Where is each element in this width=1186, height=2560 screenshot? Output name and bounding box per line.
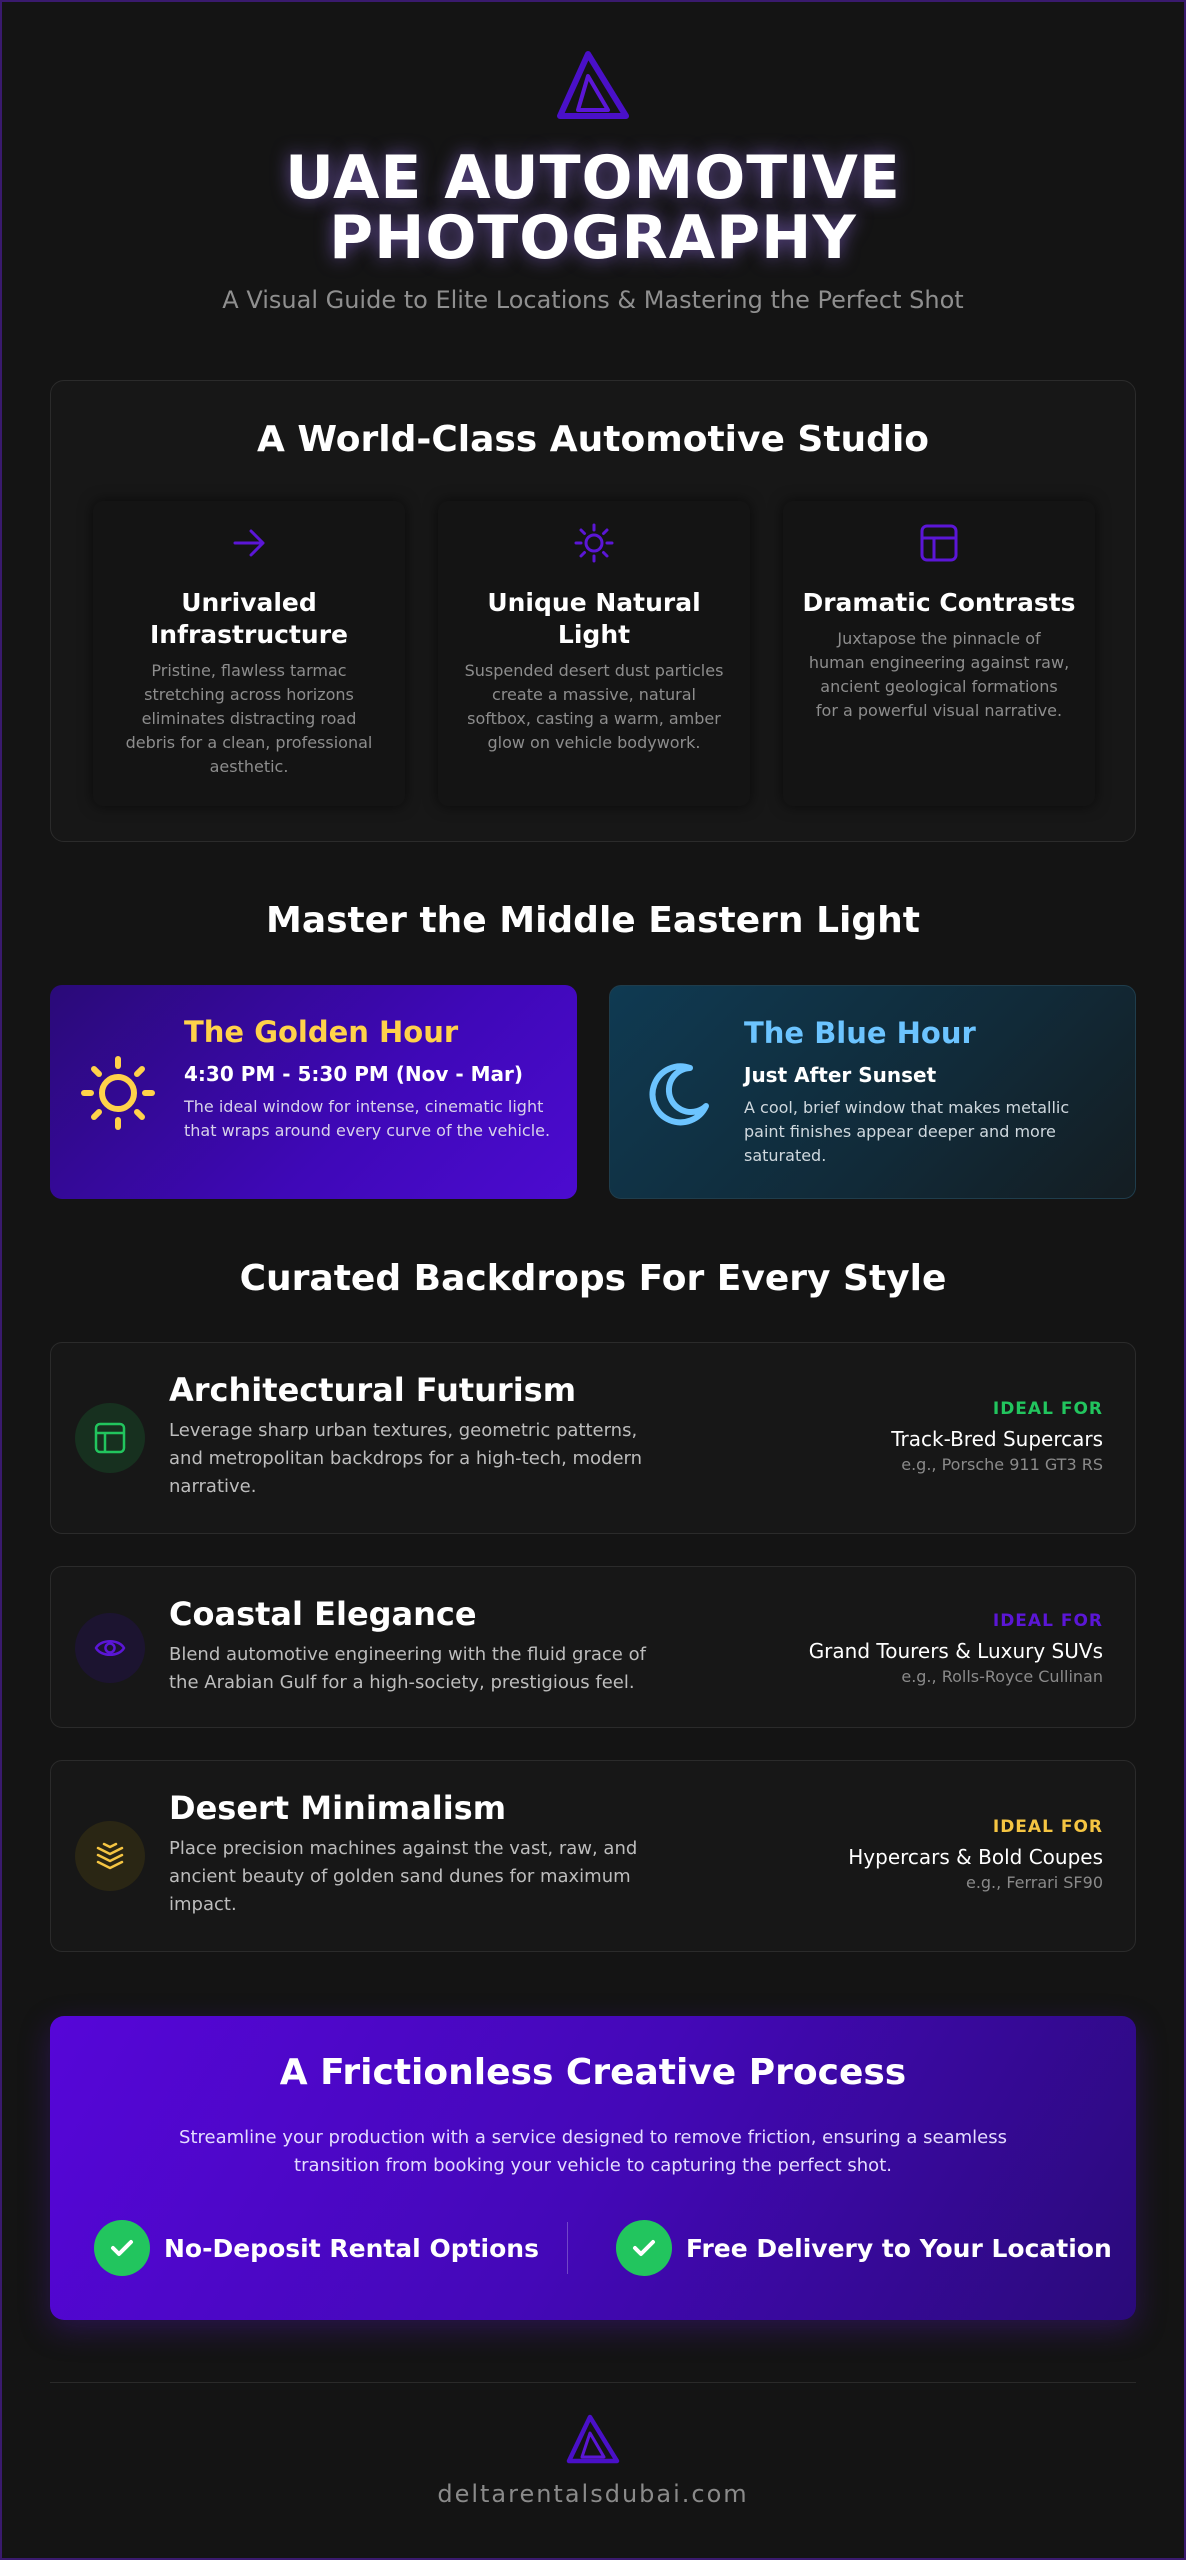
feature-card-natural-light xyxy=(438,501,750,806)
backdrop-title: Architectural Futurism xyxy=(169,1371,577,1409)
blue-hour-time: Just After Sunset xyxy=(744,1063,937,1087)
ideal-for-block xyxy=(891,1399,1103,1474)
ideal-for-label: IDEAL FOR xyxy=(992,1611,1103,1631)
ideal-for-label: IDEAL FOR xyxy=(992,1817,1103,1837)
backdrop-description: Place precision machines against the vast, raw, and ancient beauty of golden sand dunes for maximum impact. xyxy=(169,1838,638,1915)
feature-card-infrastructure xyxy=(93,501,405,806)
ideal-for-value: Track-Bred Supercars xyxy=(891,1427,1103,1451)
ideal-for-block xyxy=(848,1817,1103,1892)
triangle-logo-icon xyxy=(556,50,630,120)
backdrop-card-desert xyxy=(50,1760,1136,1952)
layout-icon xyxy=(94,1422,126,1454)
footer-website[interactable]: deltarentalsdubai.com xyxy=(437,2480,749,2508)
process-panel xyxy=(50,2016,1136,2320)
feature-description: Pristine, flawless tarmac stretching across horizons eliminates distracting road debris for a clean, professional aesthetic. xyxy=(125,661,373,776)
backdrop-icon-badge xyxy=(75,1821,145,1891)
backdrop-card-architectural xyxy=(50,1342,1136,1534)
golden-hour-description: The ideal window for intense, cinematic light that wraps around every curve of the vehicle. xyxy=(184,1097,551,1140)
backdrop-icon-badge xyxy=(75,1403,145,1473)
page-title: UAE AUTOMOTIVE PHOTOGRAPHY xyxy=(285,143,901,273)
ideal-for-value: Grand Tourers & Luxury SUVs xyxy=(808,1639,1103,1663)
light-heading: Master the Middle Eastern Light xyxy=(266,900,920,941)
moon-icon xyxy=(640,1056,716,1132)
feature-card-dramatic-contrasts xyxy=(783,501,1095,806)
blue-hour-description: A cool, brief window that makes metallic paint finishes appear deeper and more saturated. xyxy=(744,1098,1070,1165)
feature-description: Suspended desert dust particles create a massive, natural softbox, casting a warm, amber glow on vehicle bodywork. xyxy=(464,661,724,752)
ideal-for-example: e.g., Porsche 911 GT3 RS xyxy=(901,1455,1103,1474)
blue-hour-card xyxy=(609,985,1136,1199)
feature-title: Unique Natural Light xyxy=(487,588,701,649)
ideal-for-label: IDEAL FOR xyxy=(992,1399,1103,1419)
eye-icon xyxy=(94,1632,126,1664)
backdrop-title: Desert Minimalism xyxy=(169,1789,507,1827)
triangle-logo-icon xyxy=(566,2414,620,2464)
backdrops-heading: Curated Backdrops For Every Style xyxy=(239,1258,947,1299)
backdrop-title: Coastal Elegance xyxy=(169,1595,477,1633)
sun-icon xyxy=(574,523,614,563)
blue-hour-title: The Blue Hour xyxy=(744,1016,976,1050)
backdrop-description: Leverage sharp urban textures, geometric patterns, and metropolitan backdrops for a high-tech, modern narrative. xyxy=(169,1420,643,1497)
backdrop-description: Blend automotive engineering with the fluid grace of the Arabian Gulf for a high-society, prestigious feel. xyxy=(169,1644,646,1693)
feature-title: Unrivaled Infrastructure xyxy=(150,588,348,649)
ideal-for-block xyxy=(809,1611,1103,1686)
benefit-free-delivery: Free Delivery to Your Location xyxy=(686,2234,1112,2263)
feature-title: Dramatic Contrasts xyxy=(802,588,1076,617)
backdrop-card-coastal xyxy=(50,1566,1136,1728)
golden-hour-card xyxy=(50,985,577,1199)
page-subtitle: A Visual Guide to Elite Locations & Mastering the Perfect Shot xyxy=(222,286,964,314)
footer-divider xyxy=(50,2382,1136,2383)
studio-heading: A World-Class Automotive Studio xyxy=(256,419,930,460)
benefit-no-deposit: No-Deposit Rental Options xyxy=(164,2234,539,2263)
process-heading: A Frictionless Creative Process xyxy=(279,2052,907,2093)
layout-icon xyxy=(919,523,959,563)
arrow-right-icon xyxy=(229,523,269,563)
ideal-for-example: e.g., Ferrari SF90 xyxy=(965,1873,1103,1892)
check-icon xyxy=(616,2220,672,2276)
layers-icon xyxy=(94,1840,126,1872)
feature-description: Juxtapose the pinnacle of human engineering against raw, ancient geological formations for a powerful visual narrative. xyxy=(808,629,1070,720)
golden-hour-time: 4:30 PM - 5:30 PM (Nov - Mar) xyxy=(184,1062,524,1086)
ideal-for-example: e.g., Rolls-Royce Cullinan xyxy=(901,1667,1103,1686)
benefit-divider xyxy=(567,2222,568,2274)
check-icon xyxy=(94,2220,150,2276)
sun-icon xyxy=(80,1055,156,1131)
backdrop-icon-badge xyxy=(75,1613,145,1683)
ideal-for-value: Hypercars & Bold Coupes xyxy=(848,1845,1103,1869)
golden-hour-title: The Golden Hour xyxy=(184,1015,459,1049)
process-description: Streamline your production with a service designed to remove friction, ensuring a seamless transition from booking your vehicle to capturing the perfect shot. xyxy=(179,2127,1007,2176)
studio-panel xyxy=(50,380,1136,842)
